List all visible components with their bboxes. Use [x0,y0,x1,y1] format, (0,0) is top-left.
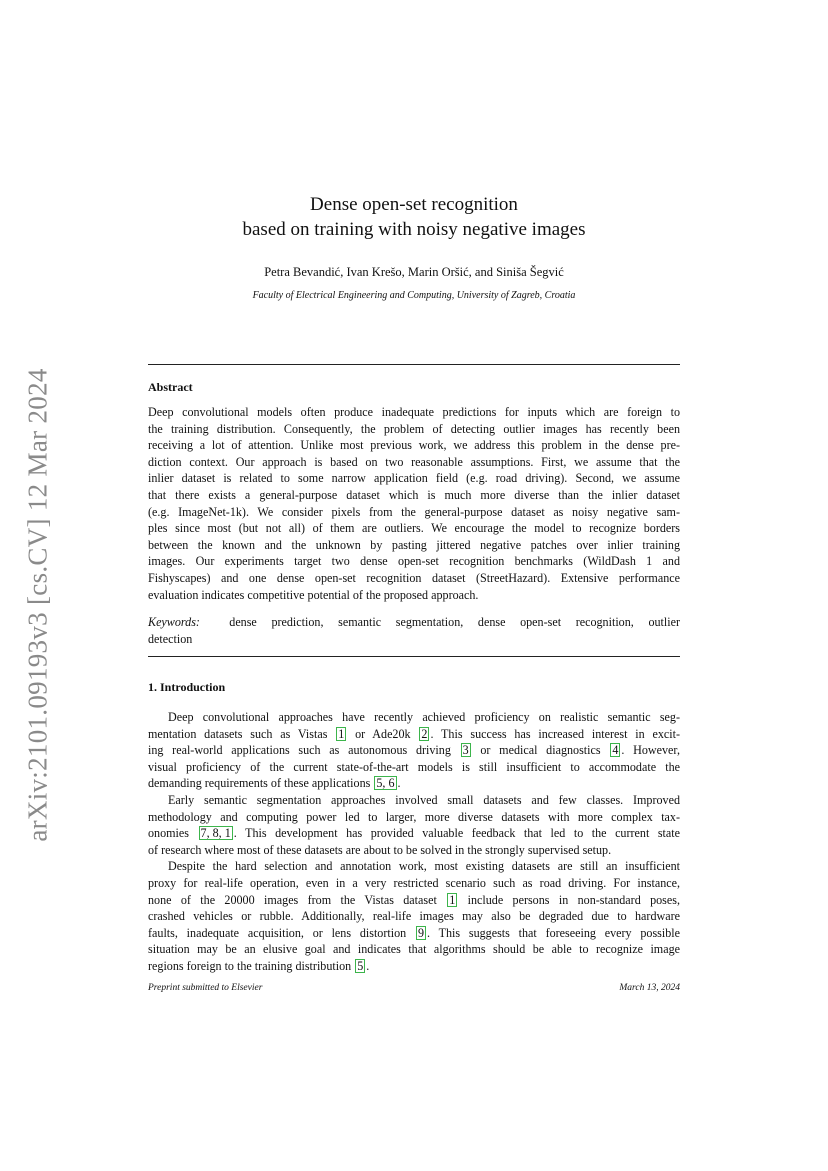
text-run: demanding requirements of these applications [148,776,374,791]
abstract-body [148,404,680,603]
intro-line [148,726,680,743]
intro-line [148,742,680,759]
abstract-line: receiving a lot of attention. Unlike most previous work, we address this problem in the dense pre- [148,438,680,453]
text-run: or Ade20k [347,726,419,741]
abstract-top-rule [148,364,680,365]
text-run: . This success has increased interest in excit- [430,726,680,741]
keywords [148,614,680,647]
introduction-body [148,709,680,975]
author-list: Petra Bevandić, Ivan Krešo, Marin Oršić, and Siniša Šegvić [264,265,564,279]
intro-line: of research where most of these datasets are about to be solved in the strongly supervised setup. [148,842,612,857]
abstract-line: diction context. Our approach is based on two reasonable assumptions. First, we assume that the [148,454,680,469]
citation-link[interactable]: 7, 8, 1 [200,826,231,841]
text-run: . This development has provided valuable feedback that led to the current state [233,826,680,841]
abstract-line: ples since most (but not all) of them are outliers. We encourage the model to recognize borders [148,521,680,536]
text-run: or medical diagnostics [471,743,610,758]
keywords-line-1 [148,614,680,631]
intro-line [148,892,680,909]
intro-line [148,825,680,842]
intro-line: visual proficiency of the current state-of-the-art models is still insufficient to accommodate the [148,759,680,774]
paper-title [148,192,680,242]
citation-link[interactable]: 5 [357,958,364,973]
abstract-line: (e.g. ImageNet-1k). We consider pixels from the general-purpose dataset as noisy negative sam- [148,504,680,519]
citation-link[interactable]: 5, 6 [376,776,395,791]
intro-line: Deep convolutional approaches have recently achieved proficiency on realistic semantic seg- [168,710,680,724]
abstract-line: Fishyscapes) and one dense open-set recognition dataset (StreetHazard). Extensive performance [148,570,680,585]
text-run: include persons in non-standard poses, [458,892,680,907]
intro-line: situation may be an elusive goal and indicates that algorithms should be able to recognize image [148,942,680,957]
text-run: . [366,958,370,973]
footer-submission-note: Preprint submitted to Elsevier [148,983,263,993]
text-run: faults, inadequate acquisition, or lens distortion [148,925,415,940]
keywords-text-2: detection [148,631,193,646]
abstract-line: the training distribution. Consequently, the problem of detecting outlier images has recently been [148,421,680,436]
text-run: ing real-world applications such as autonomous driving [148,743,460,758]
abstract-line: inlier dataset is related to some narrow application field (e.g. road driving). Second, we assume [148,471,680,486]
affiliation: Faculty of Electrical Engineering and Computing, University of Zagreb, Croatia [252,290,576,301]
abstract-bottom-rule [148,656,680,657]
citation-link[interactable]: 2 [421,726,428,741]
intro-line: Early semantic segmentation approaches involved small datasets and few classes. Improved [168,792,680,807]
title-line-1: Dense open-set recognition [310,194,518,215]
abstract-line: between the known and the unknown by pasting jittered negative patches over inlier training [148,537,680,552]
text-run: none of the 20000 images from the Vistas dataset [148,892,447,907]
arxiv-identifier: arXiv:2101.09193v3 [cs.CV] 12 Mar 2024 [22,368,53,842]
citation-link[interactable]: 3 [462,743,469,758]
intro-line: Despite the hard selection and annotation work, most existing datasets are still an insufficient [168,859,680,874]
abstract-line: Deep convolutional models often produce inadequate predictions for inputs which are foreign to [148,405,680,419]
intro-line: proxy for real-life operation, even in a very restricted scenario such as road driving. For instance, [148,875,680,890]
keywords-label: Keywords: [148,615,200,629]
citation-link[interactable]: 1 [449,892,456,907]
citation-link[interactable]: 4 [612,743,619,758]
intro-line: crashed vehicles or rubble. Additionally, real-life images may also be degraded due to hardware [148,909,680,924]
section-heading-introduction: 1. Introduction [148,680,226,694]
text-run: . This suggests that foreseeing every possible [427,925,680,940]
intro-line [148,958,680,975]
citation-link[interactable]: 1 [338,726,345,741]
arxiv-stamp [22,360,53,850]
abstract-line: images. Our experiments target two dense open-set recognition benchmarks (WildDash 1 and [148,554,680,569]
intro-line [148,775,680,792]
abstract-line: that there exists a general-purpose dataset which is much more diverse than the inlier dataset [148,487,680,502]
intro-line: methodology and computing power led to larger, more diverse datasets with more complex tax- [148,809,680,824]
title-line-2: based on training with noisy negative images [242,219,586,240]
footer-date: March 13, 2024 [619,983,680,993]
text-run: . [397,776,401,791]
intro-line [148,925,680,942]
abstract-heading: Abstract [148,380,193,394]
keywords-text-1: dense prediction, semantic segmentation, dense open-set recognition, outlier [229,615,681,629]
abstract-line: evaluation indicates competitive potential of the proposed approach. [148,587,479,602]
text-run: onomies [148,826,198,841]
citation-link[interactable]: 9 [417,925,425,940]
text-run: . However, [621,743,680,758]
text-run: mentation datasets such as Vistas [148,726,336,741]
text-run: regions foreign to the training distribution [148,958,355,973]
